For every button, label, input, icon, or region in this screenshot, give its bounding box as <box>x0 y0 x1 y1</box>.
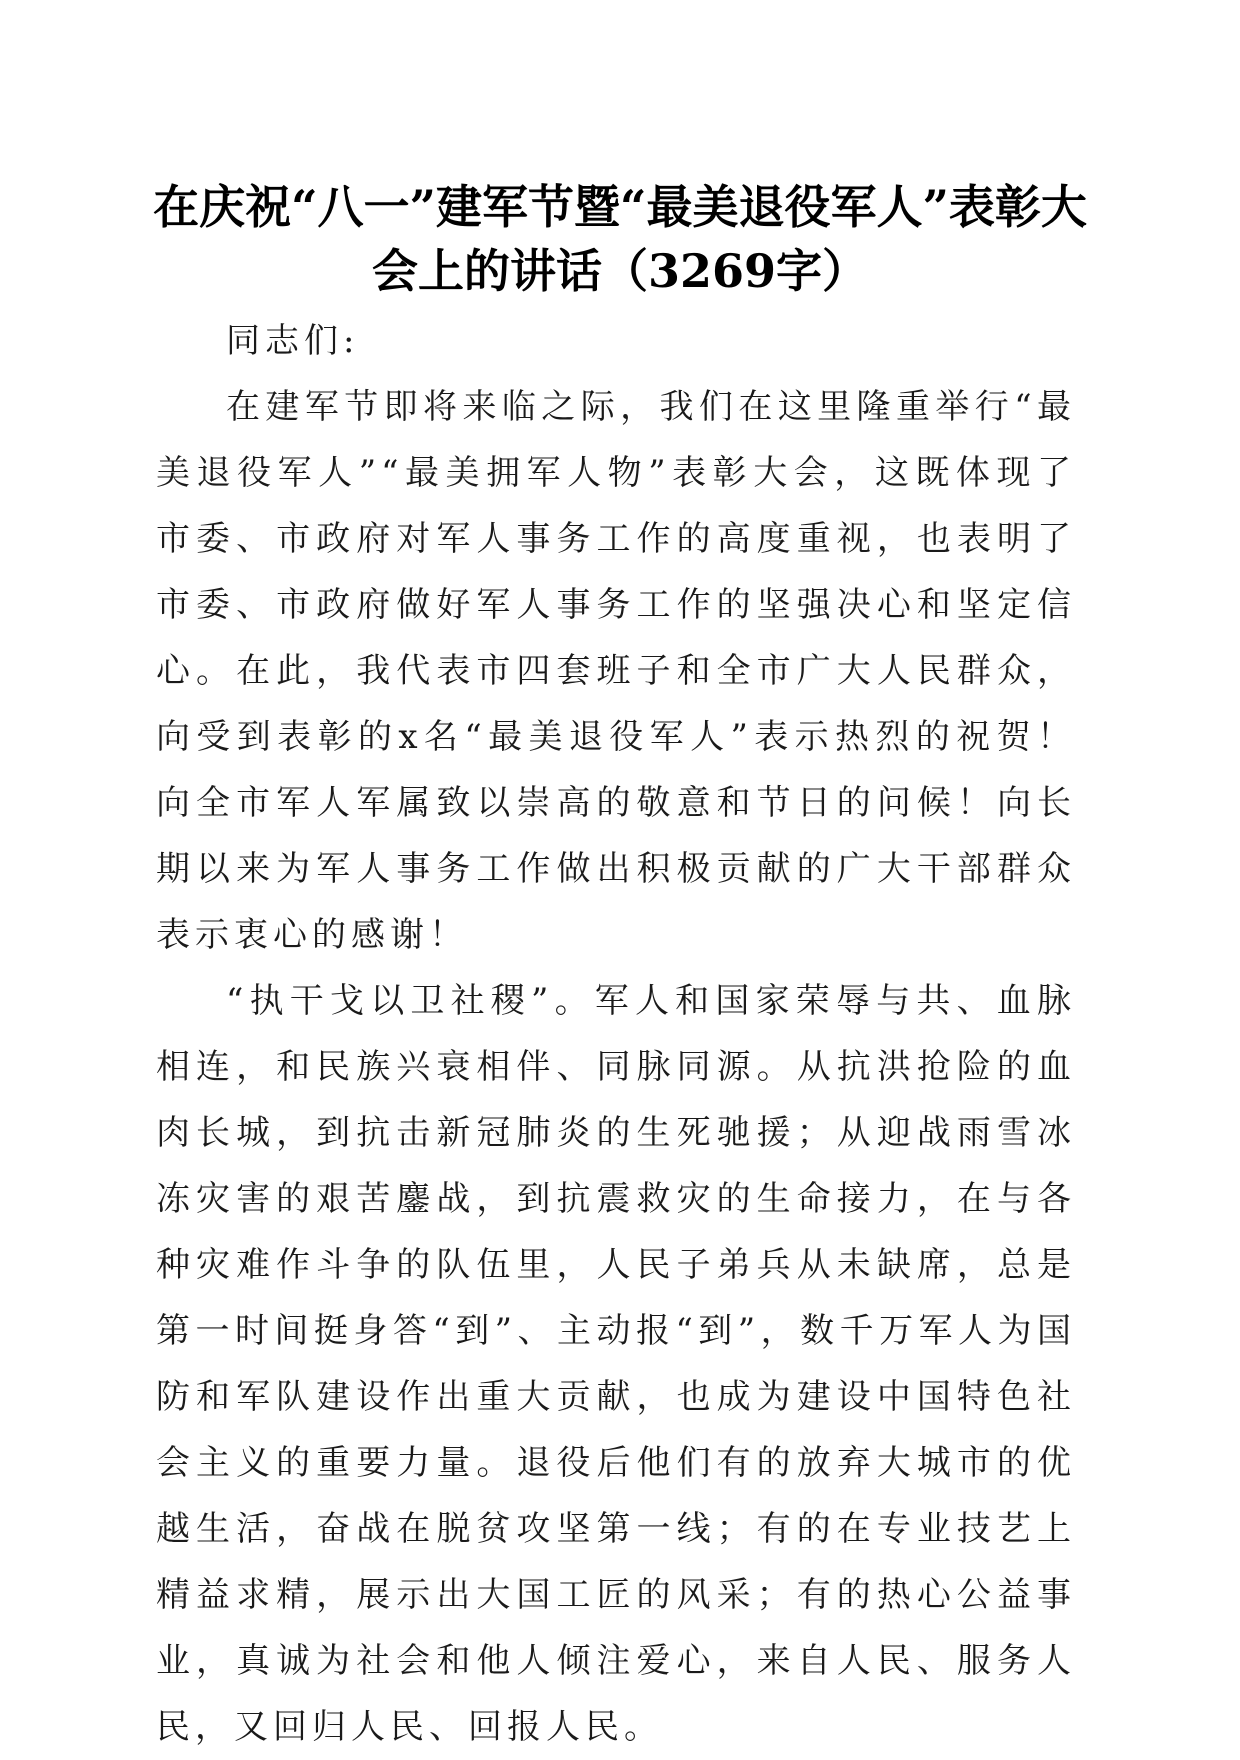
document-body <box>156 308 1076 1760</box>
salutation: 同志们: <box>226 321 360 361</box>
document-title: 在庆祝“八一”建军节暨“最美退役军人”表彰大会上的讲话（3269字） <box>153 180 1087 298</box>
paragraph-1: 在建军节即将来临之际，我们在这里隆重举行“最美退役军人”“最美拥军人物”表彰大会，这既体现了市委、市政府对军人事务工作的高度重视，也表明了市委、市政府做好军人事务工作的坚强决心和坚定信心。在此，我代表市四套班子和全市广大人民群众，向受到表彰的x名“最美退役军人”表示热烈的祝贺！向全市军人军属致以崇高的敬意和节日的问候！向长期以来为军人事务工作做出积极贡献的广大干部群众表示衷心的感谢！ <box>156 387 1076 955</box>
paragraph-2: “执干戈以卫社稷”。军人和国家荣辱与共、血脉相连，和民族兴衰相伴、同脉同源。从抗洪抢险的血肉长城，到抗击新冠肺炎的生死驰援；从迎战雨雪冰冻灾害的艰苦鏖战，到抗震救灾的生命接力，在与各种灾难作斗争的队伍里，人民子弟兵从未缺席，总是第一时间挺身答“到”、主动报“到”，数千万军人为国防和军队建设作出重大贡献，也成为建设中国特色社会主义的重要力量。退役后他们有的放弃大城市的优越生活，奋战在脱贫攻坚第一线；有的在专业技艺上精益求精，展示出大国工匠的风采；有的热心公益事业，真诚为社会和他人倾注爱心，来自人民、服务人民，又回归人民、回报人民。 <box>156 981 1076 1747</box>
